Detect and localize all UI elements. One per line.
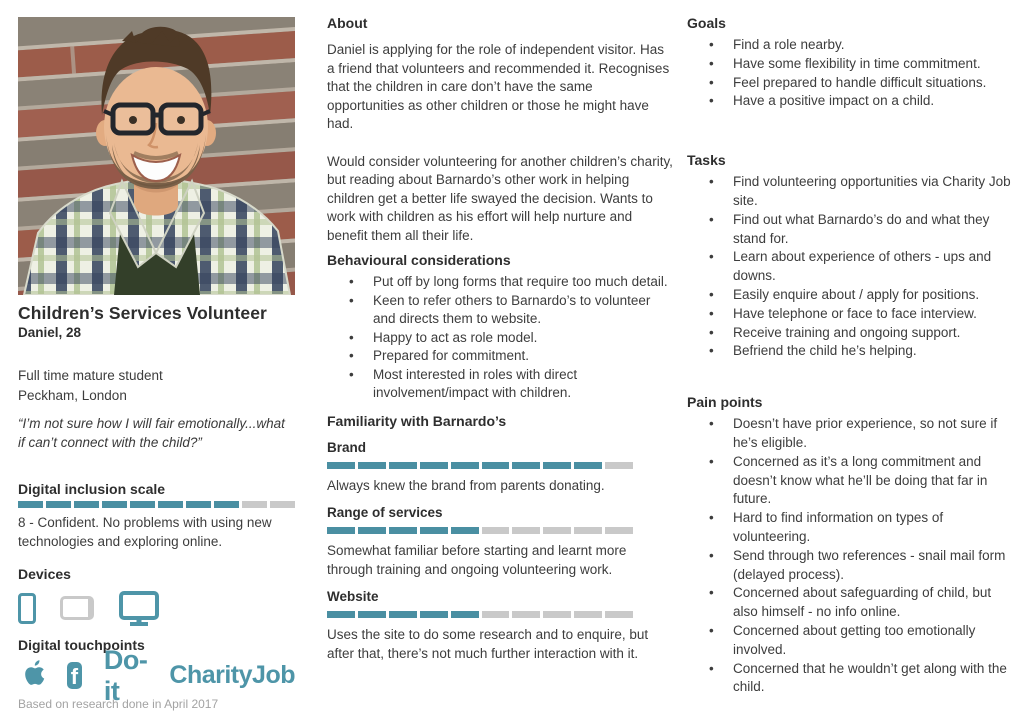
facebook-icon: f bbox=[67, 662, 82, 689]
scale-segment bbox=[512, 462, 540, 469]
digital-inclusion-scale bbox=[18, 501, 295, 508]
digital-touchpoints-heading: Digital touchpoints bbox=[18, 637, 145, 653]
services-description: Somewhat familiar before starting and learnt more through training and ongoing volunteering work. bbox=[327, 543, 627, 577]
scale-segment bbox=[605, 527, 633, 534]
task-item: • Have telephone or face to face interview. bbox=[687, 305, 1017, 324]
apple-icon bbox=[18, 658, 45, 694]
task-item: • Easily enquire about / apply for positions. bbox=[687, 286, 1017, 305]
goal-item: • Feel prepared to handle difficult situations. bbox=[687, 74, 1017, 93]
scale-segment bbox=[543, 527, 571, 534]
digital-inclusion-heading: Digital inclusion scale bbox=[18, 481, 166, 497]
scale-segment bbox=[574, 527, 602, 534]
scale-segment bbox=[451, 611, 479, 618]
persona-details bbox=[18, 366, 295, 405]
scale-segment bbox=[130, 501, 155, 508]
scale-segment bbox=[605, 611, 633, 618]
scale-segment bbox=[358, 462, 386, 469]
task-item: • Find out what Barnardo’s do and what they stand for. bbox=[687, 211, 1017, 249]
scale-segment bbox=[327, 611, 355, 618]
services-scale bbox=[327, 527, 633, 534]
about-heading: About bbox=[327, 15, 368, 31]
scale-segment bbox=[327, 527, 355, 534]
scale-segment bbox=[270, 501, 295, 508]
smartphone-icon bbox=[18, 593, 36, 624]
digital-inclusion-description: 8 - Confident. No problems with using new technologies and exploring online. bbox=[18, 515, 272, 549]
scale-segment bbox=[420, 527, 448, 534]
scale-segment bbox=[214, 501, 239, 508]
scale-segment bbox=[482, 611, 510, 618]
pain-point-item: • Send through two references - snail mail form (delayed process). bbox=[687, 547, 1017, 585]
goals-heading: Goals bbox=[687, 15, 726, 31]
website-label: Website bbox=[327, 589, 379, 604]
scale-segment bbox=[358, 611, 386, 618]
goal-item: • Have a positive impact on a child. bbox=[687, 92, 1017, 111]
research-note: Based on research done in April 2017 bbox=[18, 697, 219, 711]
scale-segment bbox=[18, 501, 43, 508]
brand-scale bbox=[327, 462, 633, 469]
behavioural-item: • Happy to act as role model. bbox=[327, 329, 673, 348]
behavioural-item: • Put off by long forms that require too much detail. bbox=[327, 273, 673, 292]
pain-point-item: • Hard to find information on types of volunteering. bbox=[687, 509, 1017, 547]
scale-segment bbox=[420, 611, 448, 618]
website-scale bbox=[327, 611, 633, 618]
scale-segment bbox=[327, 462, 355, 469]
persona-quote: “I’m not sure how I will fair emotionally...what if can’t connect with the child?” bbox=[18, 416, 285, 450]
familiarity-services bbox=[327, 504, 673, 579]
about-paragraph-2: Would consider volunteering for another children’s charity, but reading about Barnardo’s other work in helping children get a better life swayed the decision. Wants to work with children as his effort will help nurture and benefit them all their life. bbox=[327, 153, 673, 243]
goal-item: • Have some flexibility in time commitment. bbox=[687, 55, 1017, 74]
persona-middle-column bbox=[327, 14, 673, 663]
scale-segment bbox=[512, 611, 540, 618]
scale-segment bbox=[102, 501, 127, 508]
scale-segment bbox=[543, 611, 571, 618]
scale-segment bbox=[451, 462, 479, 469]
task-item: • Find volunteering opportunities via Charity Job site. bbox=[687, 173, 1017, 211]
behavioural-list bbox=[327, 273, 673, 403]
scale-segment bbox=[543, 462, 571, 469]
tasks-heading: Tasks bbox=[687, 152, 726, 169]
persona-name-age: Daniel, 28 bbox=[18, 325, 82, 340]
behavioural-item: • Keen to refer others to Barnardo’s to volunteer and directs them to website. bbox=[327, 292, 673, 329]
goal-item: • Find a role nearby. bbox=[687, 36, 1017, 55]
behavioural-heading: Behavioural considerations bbox=[327, 252, 511, 268]
tasks-list bbox=[687, 173, 1017, 361]
devices-row bbox=[18, 591, 295, 625]
about-paragraph-1: Daniel is applying for the role of independent visitor. Has a friend that volunteers and recommended it. Recognises that the children in care don’t have the same opportunities as other children or those he might have had. bbox=[327, 42, 670, 131]
scale-segment bbox=[46, 501, 71, 508]
scale-segment bbox=[389, 527, 417, 534]
goals-list bbox=[687, 36, 1017, 111]
behavioural-item: • Prepared for commitment. bbox=[327, 347, 673, 366]
task-item: • Befriend the child he’s helping. bbox=[687, 342, 1017, 361]
task-item: • Learn about experience of others - ups and downs. bbox=[687, 248, 1017, 286]
pain-point-item: • Doesn’t have prior experience, so not sure if he’s eligible. bbox=[687, 415, 1017, 453]
brand-description: Always knew the brand from parents donating. bbox=[327, 477, 605, 493]
persona-photo bbox=[18, 17, 295, 295]
scale-segment bbox=[420, 462, 448, 469]
persona-photo-illustration bbox=[18, 17, 295, 295]
scale-segment bbox=[358, 527, 386, 534]
scale-segment bbox=[389, 462, 417, 469]
desktop-icon bbox=[118, 590, 160, 626]
occupation: Full time mature student bbox=[18, 368, 163, 383]
scale-segment bbox=[74, 501, 99, 508]
services-label: Range of services bbox=[327, 505, 443, 520]
persona-summary-column bbox=[18, 17, 295, 711]
brand-label: Brand bbox=[327, 439, 367, 455]
scale-segment bbox=[158, 501, 183, 508]
scale-segment bbox=[512, 527, 540, 534]
pain-points-heading: Pain points bbox=[687, 394, 763, 411]
persona-right-column bbox=[687, 14, 1017, 697]
website-description: Uses the site to do some research and to enquire, but after that, there’s not much further interaction with it. bbox=[327, 627, 649, 661]
tablet-icon bbox=[60, 596, 94, 620]
scale-segment bbox=[574, 611, 602, 618]
scale-segment bbox=[389, 611, 417, 618]
scale-segment bbox=[482, 527, 510, 534]
scale-segment bbox=[482, 462, 510, 469]
behavioural-item: • Most interested in roles with direct involvement/impact with children. bbox=[327, 366, 673, 403]
task-item: • Receive training and ongoing support. bbox=[687, 324, 1017, 343]
location: Peckham, London bbox=[18, 387, 127, 403]
doit-logo: Do-it bbox=[103, 644, 148, 706]
pain-point-item: • Concerned about getting too emotionally involved. bbox=[687, 622, 1017, 660]
pain-points-list bbox=[687, 415, 1017, 697]
persona-title: Children’s Services Volunteer bbox=[18, 303, 267, 323]
scale-segment bbox=[242, 501, 267, 508]
pain-point-item: • Concerned as it’s a long commitment and doesn’t know what he’ll be doing that far in future. bbox=[687, 453, 1017, 509]
scale-segment bbox=[605, 462, 633, 469]
charityjob-logo: CharityJob bbox=[169, 661, 295, 689]
familiarity-website bbox=[327, 588, 673, 663]
devices-heading: Devices bbox=[18, 566, 71, 582]
familiarity-heading: Familiarity with Barnardo’s bbox=[327, 412, 507, 429]
pain-point-item: • Concerned about safeguarding of child, but also himself - no info online. bbox=[687, 584, 1017, 622]
familiarity-brand bbox=[327, 439, 673, 496]
scale-segment bbox=[451, 527, 479, 534]
pain-point-item: • Concerned that he wouldn’t get along with the child. bbox=[687, 660, 1017, 698]
scale-segment bbox=[574, 462, 602, 469]
scale-segment bbox=[186, 501, 211, 508]
